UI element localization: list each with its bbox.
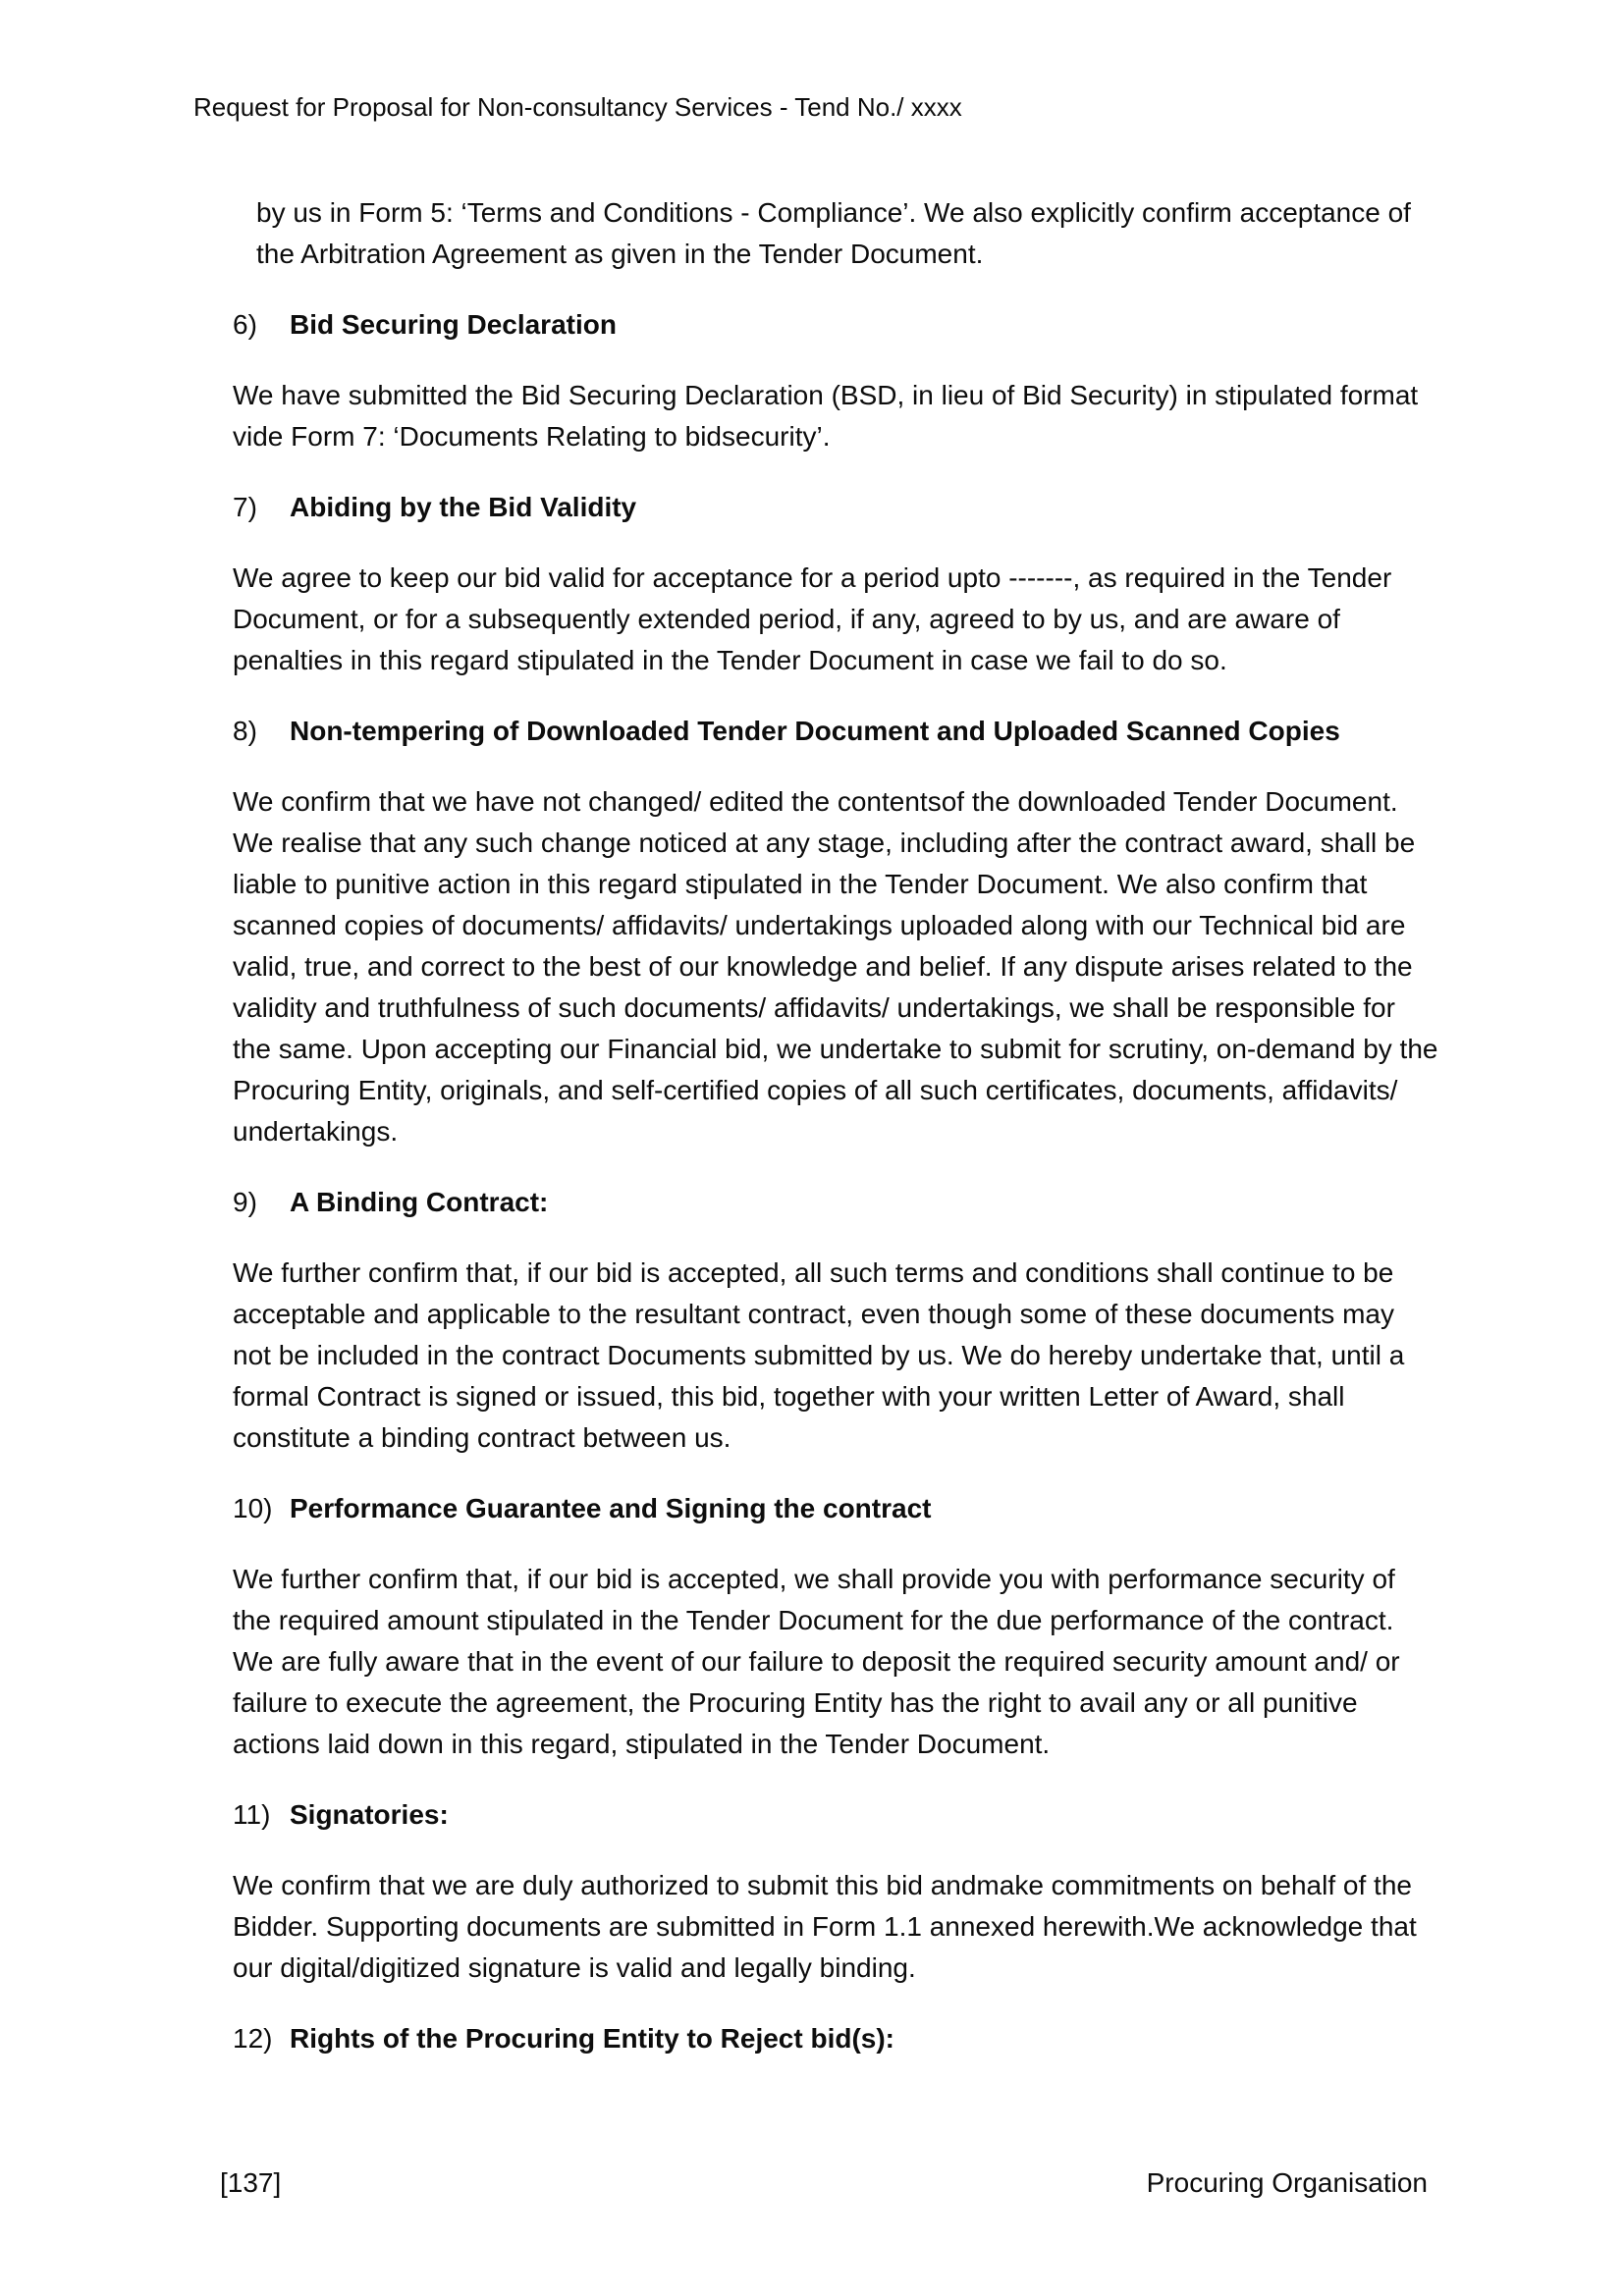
footer-organisation: Procuring Organisation [1146,2167,1428,2198]
section-number: 8) [233,716,257,746]
section-body: We further confirm that, if our bid is accepted, we shall provide you with performance security of the required amount stipulated in the Tender Document for the due performance of the contract. We are fully aware that in the event of our failure to deposit the required security amount and/ or failure to execute the agreement, the Procuring Entity has the right to avail any or all punitive actions laid down in this regard, stipulated in the Tender Document. [233,1564,1400,1759]
section-body: We have submitted the Bid Securing Declaration (BSD, in lieu of Bid Security) in stipulated format vide Form 7: ‘Documents Relating to bidsecurity’. [233,380,1419,452]
section-heading [233,304,1438,346]
section-heading [233,1794,1438,1836]
section-number: 6) [233,309,257,340]
section-heading [233,1182,1438,1223]
section-number: 10) [233,1493,273,1523]
section-title: Bid Securing Declaration [290,309,617,340]
section-heading [233,1488,1438,1529]
header-title: Request for Proposal for Non-consultancy Services - Tend No./ xxxx [193,92,962,122]
section-heading [233,487,1438,528]
section-title: Performance Guarantee and Signing the contract [290,1493,932,1523]
section-body: We confirm that we have not changed/ edited the contentsof the downloaded Tender Document. We realise that any such change noticed at any stage, including after the contract award, shall be liable to punitive action in this regard stipulated in the Tender Document. We also confirm that scanned copies of documents/ affidavits/ undertakings uploaded along with our Technical bid are valid, true, and correct to the best of our knowledge and belief. If any dispute arises related to the validity and truthfulness of such documents/ affidavits/ undertakings, we shall be responsible for the same. Upon accepting our Financial bid, we undertake to submit for scrutiny, on-demand by the Procuring Entity, originals, and self-certified copies of all such certificates, documents, affidavits/ undertakings. [233,786,1438,1147]
section-heading [233,711,1438,752]
page-number: [137] [220,2167,282,2198]
section-7 [233,487,1438,681]
section-heading [233,2018,1438,2059]
section-title: A Binding Contract: [290,1187,549,1217]
page-footer [220,2165,1428,2201]
section-10 [233,1488,1438,1765]
section-6 [233,304,1438,457]
section-number: 12) [233,2023,273,2054]
section-11 [233,1794,1438,1989]
section-title: Non-tempering of Downloaded Tender Document and Uploaded Scanned Copies [290,716,1340,746]
section-body: We further confirm that, if our bid is accepted, all such terms and conditions shall continue to be acceptable and applicable to the resultant contract, even though some of these documents may not be included in the contract Documents submitted by us. We do hereby undertake that, until a formal Contract is signed or issued, this bid, together with your written Letter of Award, shall constitute a binding contract between us. [233,1257,1405,1453]
section-body: We agree to keep our bid valid for acceptance for a period upto -------, as required in the Tender Document, or for a subsequently extended period, if any, agreed to by us, and are aware of penalties in this regard stipulated in the Tender Document in case we fail to do so. [233,562,1392,675]
section-title: Signatories: [290,1799,449,1830]
section-title: Abiding by the Bid Validity [290,492,637,522]
section-body: We confirm that we are duly authorized to submit this bid andmake commitments on behalf of the Bidder. Supporting documents are submitted in Form 1.1 annexed herewith.We acknowledge that our digital/digitized signature is valid and legally binding. [233,1870,1417,1983]
section-number: 7) [233,492,257,522]
section-number: 11) [233,1799,271,1830]
intro-paragraph: by us in Form 5: ‘Terms and Conditions - Compliance’. We also explicitly confirm acceptance of the Arbitration Agreement as given in the Tender Document. [256,197,1411,269]
document-content [233,192,1438,2089]
section-title: Rights of the Procuring Entity to Reject bid(s): [290,2023,894,2054]
section-12 [233,2018,1438,2059]
section-9 [233,1182,1438,1459]
section-number: 9) [233,1187,257,1217]
page-header [193,90,1431,124]
section-8 [233,711,1438,1152]
